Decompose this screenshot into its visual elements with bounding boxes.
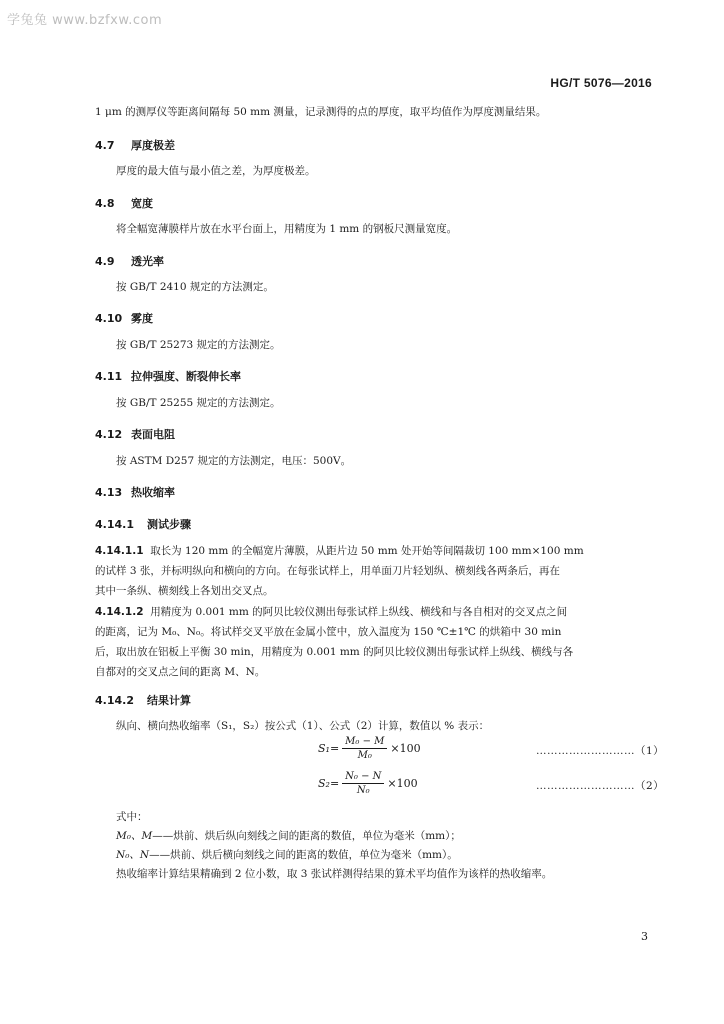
clause-line: 其中一条纵、横刻线上各划出交叉点。 <box>95 585 274 597</box>
section-4-7-heading <box>95 137 175 153</box>
formula-fraction <box>342 771 384 796</box>
section-title: 拉伸强度、断裂伸长率 <box>131 370 241 383</box>
formula-fraction <box>342 736 387 761</box>
section-4-9-heading <box>95 253 164 269</box>
intro-paragraph: 1 μm 的测厚仪等距离间隔每 50 mm 测量，记录测得的点的厚度，取平均值作为厚度测量结果。 <box>95 106 547 118</box>
formula-equals: = <box>329 742 340 755</box>
section-4-11-heading <box>95 368 241 384</box>
section-4-12-heading <box>95 426 175 442</box>
section-number: 4.7 <box>95 139 115 152</box>
section-title: 厚度极差 <box>131 139 175 152</box>
where-description: ——烘前、烘后纵向刻线之间的距离的数值，单位为毫米（mm）； <box>152 830 461 842</box>
section-number: 4.13 <box>95 486 123 499</box>
where-symbols: N₀、N <box>116 849 150 861</box>
formula-1-leader <box>536 743 664 758</box>
formula-1 <box>318 736 421 761</box>
formula-denominator: M₀ <box>357 750 372 761</box>
equation-label: （1） <box>635 745 665 757</box>
standard-number: HG/T 5076—2016 <box>550 76 652 90</box>
section-title: 雾度 <box>131 312 153 325</box>
formula-2 <box>318 771 418 796</box>
formula-2-leader <box>536 778 664 793</box>
formula-denominator: N₀ <box>356 785 370 796</box>
formula-multiplier: ×100 <box>387 777 418 790</box>
final-paragraph: 热收缩率计算结果精确到 2 位小数，取 3 张试样测得结果的算术平均值作为该样的热收缩率。 <box>116 868 553 880</box>
section-4-14-1-2 <box>95 602 573 682</box>
formula-numerator: M₀ − M <box>342 736 387 749</box>
section-number: 4.10 <box>95 312 123 325</box>
formula-lhs: S₁ <box>318 742 330 755</box>
clause-line: 用精度为 0.001 mm 的阿贝比较仪测出每张试样上纵线、横线和与各自相对的交叉点之间 <box>150 606 568 618</box>
clause-line: 的试样 3 张，并标明纵向和横向的方向。在每张试样上，用单面刀片轻划纵、横刻线各两条后，再在 <box>95 565 560 577</box>
section-4-11-text: 按 GB/T 25255 规定的方法测定。 <box>116 397 281 409</box>
formula-equals: = <box>329 777 340 790</box>
section-4-14-1-heading <box>95 516 191 532</box>
calc-intro: 纵向、横向热收缩率（S₁，S₂）按公式（1）、公式（2）计算，数值以 % 表示： <box>116 720 490 732</box>
section-number: 4.9 <box>95 255 115 268</box>
section-number: 4.8 <box>95 197 115 210</box>
where-symbols: M₀、M <box>116 830 153 842</box>
section-title: 热收缩率 <box>131 486 175 499</box>
where-item-2 <box>116 845 458 865</box>
section-4-7-text: 厚度的最大值与最小值之差，为厚度极差。 <box>116 165 316 177</box>
section-4-14-1-1 <box>95 541 584 601</box>
section-4-8-text: 将全幅宽薄膜样片放在水平台面上，用精度为 1 mm 的钢板尺测量宽度。 <box>116 223 458 235</box>
formula-numerator: N₀ − N <box>342 771 384 784</box>
clause-line: 取长为 120 mm 的全幅宽片薄膜，从距片边 50 mm 处开始等间隔裁切 100 mm×100 mm <box>150 545 584 557</box>
section-number: 4.11 <box>95 370 123 383</box>
section-4-12-text: 按 ASTM D257 规定的方法测定，电压：500V。 <box>116 455 352 467</box>
section-title: 结果计算 <box>147 694 191 707</box>
section-4-10-heading <box>95 310 153 326</box>
formula-multiplier: ×100 <box>390 742 421 755</box>
clause-line: 自都对的交叉点之间的距离 M、N。 <box>95 666 266 678</box>
section-4-10-text: 按 GB/T 25273 规定的方法测定。 <box>116 339 281 351</box>
section-title: 测试步骤 <box>147 518 191 531</box>
clause-line: 后，取出放在铝板上平衡 30 min，用精度为 0.001 mm 的阿贝比较仪测出每张试样上纵线、横线与各 <box>95 646 574 658</box>
where-item-1 <box>116 826 461 846</box>
watermark: 学兔兔 www.bzfxw.com <box>7 13 163 28</box>
section-title: 表面电阻 <box>131 428 175 441</box>
section-title: 透光率 <box>131 255 164 268</box>
section-4-13-heading <box>95 484 175 500</box>
clause-number: 4.14.1.2 <box>95 606 144 618</box>
section-number: 4.12 <box>95 428 123 441</box>
equation-label: （2） <box>635 780 665 792</box>
section-4-14-2-heading <box>95 692 191 708</box>
section-4-8-heading <box>95 195 153 211</box>
where-label: 式中： <box>116 811 148 823</box>
page-number: 3 <box>641 930 648 943</box>
section-title: 宽度 <box>131 197 153 210</box>
clause-number: 4.14.1.1 <box>95 545 144 557</box>
clause-line: 的距离，记为 M₀、N₀。将试样交叉平放在金属小筐中，放入温度为 150 ℃±1℃ 的烘箱中 30 min <box>95 626 562 638</box>
formula-lhs: S₂ <box>318 777 330 790</box>
section-4-9-text: 按 GB/T 2410 规定的方法测定。 <box>116 281 274 293</box>
section-number: 4.14.2 <box>95 694 134 707</box>
where-description: ——烘前、烘后横向刻线之间的距离的数值，单位为毫米（mm）。 <box>149 849 458 861</box>
leader-dots: ……………………… <box>536 780 635 792</box>
leader-dots: ……………………… <box>536 745 635 757</box>
section-number: 4.14.1 <box>95 518 134 531</box>
